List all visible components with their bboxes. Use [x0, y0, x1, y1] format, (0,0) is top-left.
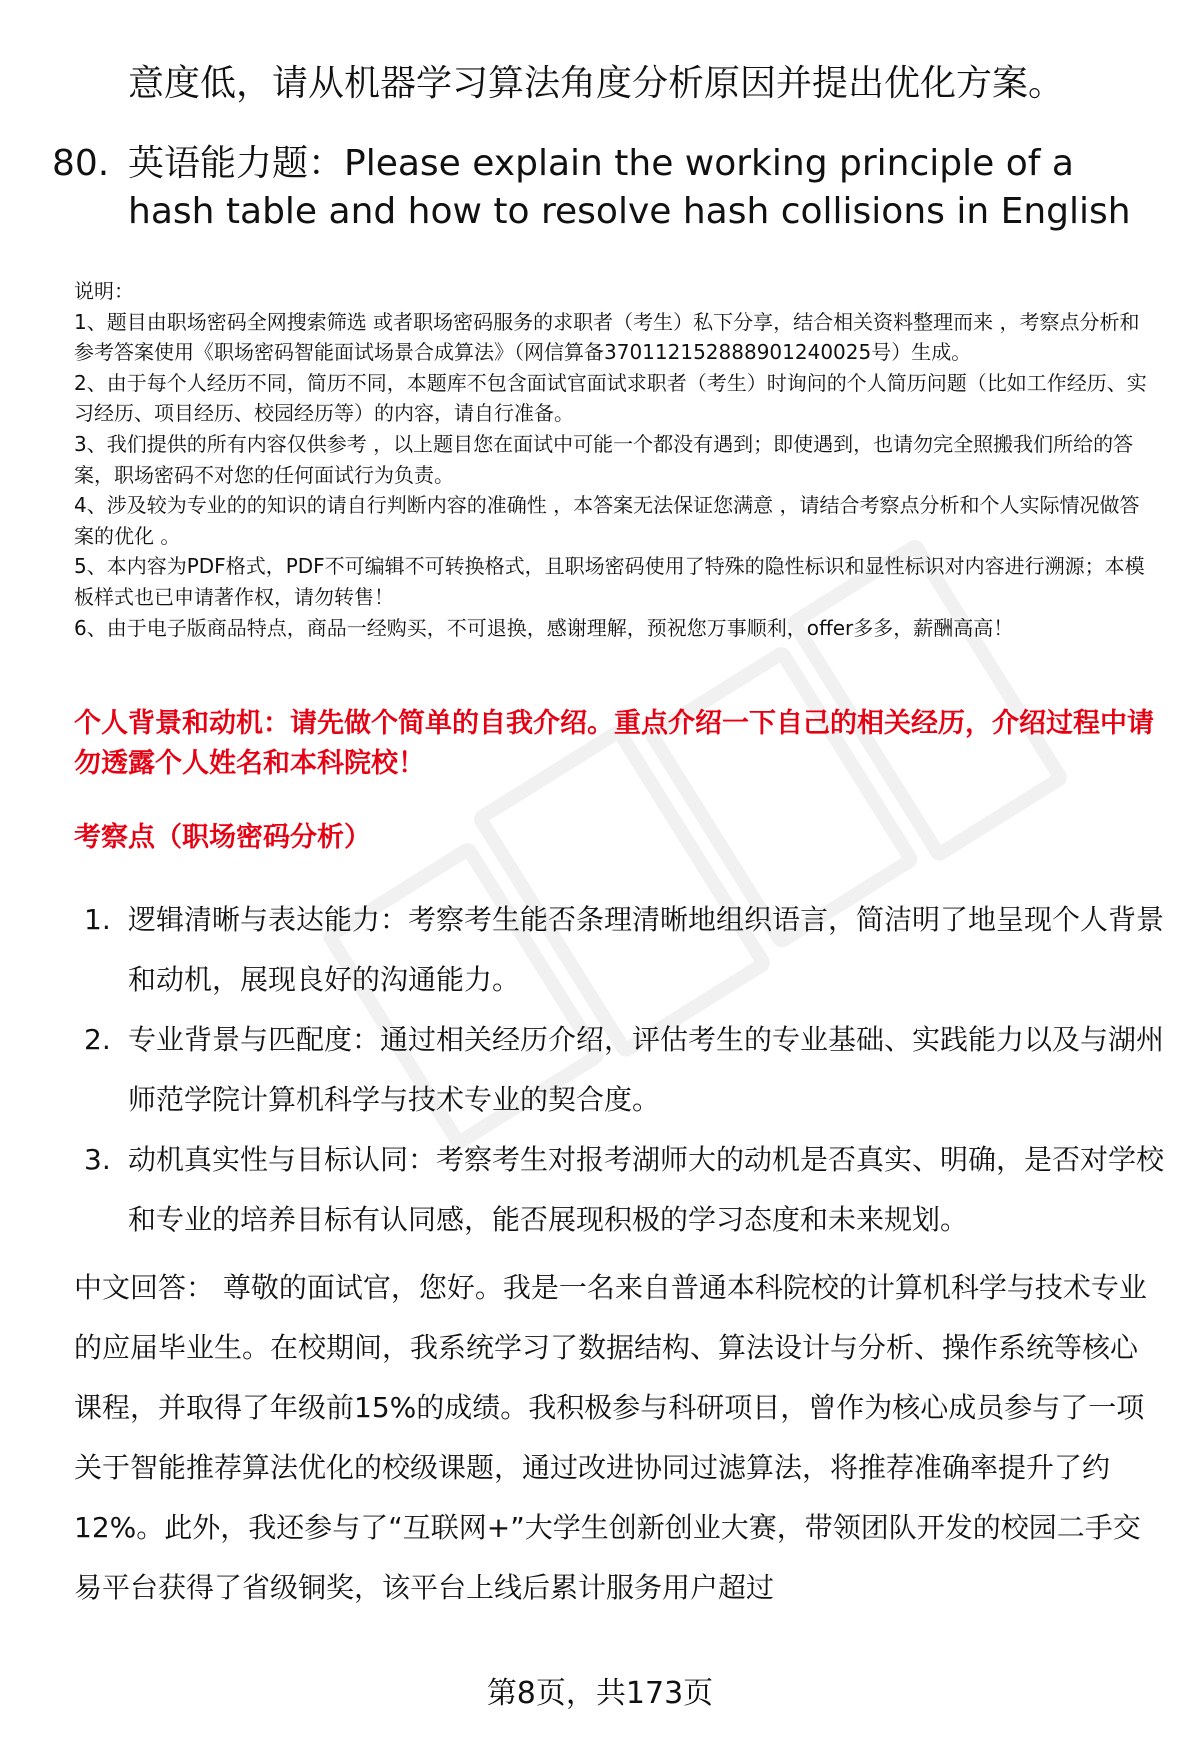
- note-item: 1、题目由职场密码全网搜索筛选 或者职场密码服务的求职者（考生）私下分享，结合相关资料整理而来 ，考察点分析和参考答案使用《职场密码智能面试场景合成算法》（网信算备370112152888901240025号）生成。: [74, 309, 1140, 365]
- page-footer: 第8页，共173页: [486, 1676, 714, 1711]
- point-text: 逻辑清晰与表达能力：考察考生能否条理清晰地组织语言，简洁明了地呈现个人背景和动机，展现良好的沟通能力。: [128, 903, 1165, 996]
- point-number: 2.: [84, 1023, 111, 1056]
- notes-section: [74, 276, 1154, 643]
- interview-question-heading: 个人背景和动机：请先做个简单的自我介绍。重点介绍一下自己的相关经历，介绍过程中请勿透露个人姓名和本科院校！: [74, 708, 1154, 779]
- question-text: 英语能力题：Please explain the working principle of a hash table and how to resolve hash collisions in English: [128, 143, 1131, 232]
- note-item: 2、由于每个人经历不同，简历不同，本题库不包含面试官面试求职者（考生）时询问的个人简历问题（比如工作经历、实习经历、项目经历、校园经历等）的内容，请自行准备。: [74, 370, 1147, 426]
- analysis-point: [84, 890, 1164, 1010]
- analysis-points: [84, 890, 1164, 1250]
- chinese-answer: 中文回答： 尊敬的面试官，您好。我是一名来自普通本科院校的计算机科学与技术专业的应届毕业生。在校期间，我系统学习了数据结构、算法设计与分析、操作系统等核心课程，并取得了年级前15%的成绩。我积极参与科研项目，曾作为核心成员参与了一项关于智能推荐算法优化的校级课题，通过改进协同过滤算法，将推荐准确率提升了约12%。此外，我还参与了“互联网+”大学生创新创业大赛，带领团队开发的校园二手交易平台获得了省级铜奖，该平台上线后累计服务用户超过: [74, 1271, 1147, 1604]
- question-number: 80.: [52, 143, 110, 184]
- note-item: 5、本内容为PDF格式，PDF不可编辑不可转换格式，且职场密码使用了特殊的隐性标识和显性标识对内容进行溯源；本模板样式也已申请著作权，请勿转售！: [74, 554, 1145, 609]
- note-item: 3、我们提供的所有内容仅供参考 ，以上题目您在面试中可能一个都没有遇到；即使遇到，也请勿完全照搬我们所给的答案，职场密码不对您的任何面试行为负责。: [74, 431, 1134, 487]
- question-79-continuation: 意度低，请从机器学习算法角度分析原因并提出优化方案。: [128, 63, 1065, 104]
- point-number: 3.: [84, 1143, 111, 1176]
- point-text: 动机真实性与目标认同：考察考生对报考湖师大的动机是否真实、明确，是否对学校和专业的培养目标有认同感，能否展现积极的学习态度和未来规划。: [128, 1143, 1165, 1236]
- point-number: 1.: [84, 903, 111, 936]
- analysis-point: [84, 1130, 1164, 1250]
- notes-title: 说明：: [74, 279, 134, 303]
- analysis-point: [84, 1010, 1164, 1130]
- note-item: 6、由于电子版商品特点，商品一经购买，不可退换，感谢理解，预祝您万事顺利，offer多多，薪酬高高！: [74, 615, 1014, 640]
- analysis-heading: 考察点（职场密码分析）: [74, 822, 371, 853]
- note-item: 4、涉及较为专业的的知识的请自行判断内容的准确性 ，本答案无法保证您满意 ，请结合考察点分析和个人实际情况做答案的优化 。: [74, 493, 1140, 548]
- point-text: 专业背景与匹配度：通过相关经历介绍，评估考生的专业基础、实践能力以及与湖州师范学院计算机科学与技术专业的契合度。: [128, 1023, 1165, 1116]
